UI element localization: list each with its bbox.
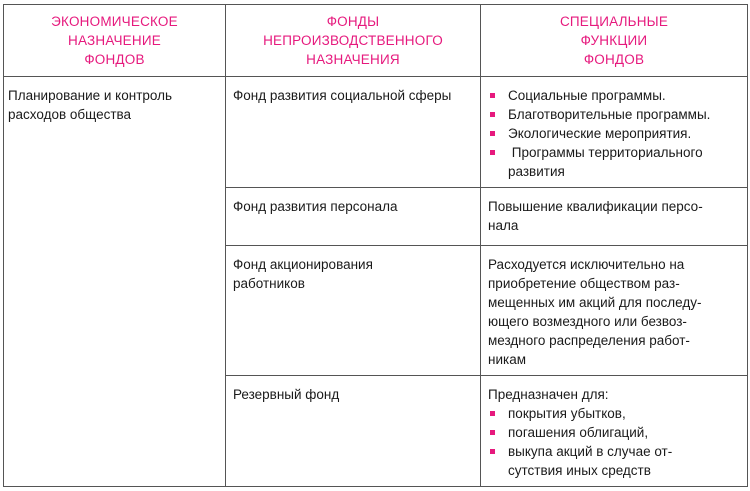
functions-cell: Расходуется исключительно на приобретение обществом раз- мещенных им акций для последу- ющего возмездного или безвоз- мездного распределения работ- никам [481,246,748,376]
functions-cell: Социальные программы. Благотворительные программы. Экологические мероприятия. Программы территориального развития [481,77,748,188]
list-item: выкупа акций в случае от- [488,442,743,461]
funds-table [3,4,748,487]
list-item: Программы территориального [488,143,743,162]
header-nonproduction-funds: ФОНДЫ НЕПРОИЗВОДСТВЕННОГО НАЗНАЧЕНИЯ [226,5,481,77]
bullet-icon [490,93,495,98]
functions-cell: Повышение квалификации персо- нала [481,188,748,246]
fund-name-cell: Резервный фонд [226,376,481,487]
header-economic-purpose: ЭКОНОМИЧЕСКОЕ НАЗНАЧЕНИЕ ФОНДОВ [4,5,226,77]
list-item: Социальные программы. [488,86,743,105]
list-item: Благотворительные программы. [488,105,743,124]
fund-name-cell: Фонд развития социальной сферы [226,77,481,188]
header-special-functions: СПЕЦИАЛЬНЫЕ ФУНКЦИИ ФОНДОВ [481,5,748,77]
functions-cell: Предназначен для: покрытия убытков, погашения облигаций, выкупа акций в случае от- сутствия иных средств [481,376,748,487]
bullet-icon [490,430,495,435]
bullet-icon [490,131,495,136]
list-item: покрытия убытков, [488,404,743,423]
fund-name-cell: Фонд развития персонала [226,188,481,246]
bullet-icon [490,411,495,416]
list-item: Экологические мероприятия. [488,124,743,143]
bullet-icon [490,150,495,155]
bullet-icon [490,449,495,454]
header-row [4,5,748,77]
list-item: погашения облигаций, [488,423,743,442]
table-row [4,77,748,188]
bullet-icon [490,112,495,117]
fund-name-cell: Фонд акционирования работников [226,246,481,376]
purpose-cell: Планирование и контроль расходов общества [4,77,226,487]
